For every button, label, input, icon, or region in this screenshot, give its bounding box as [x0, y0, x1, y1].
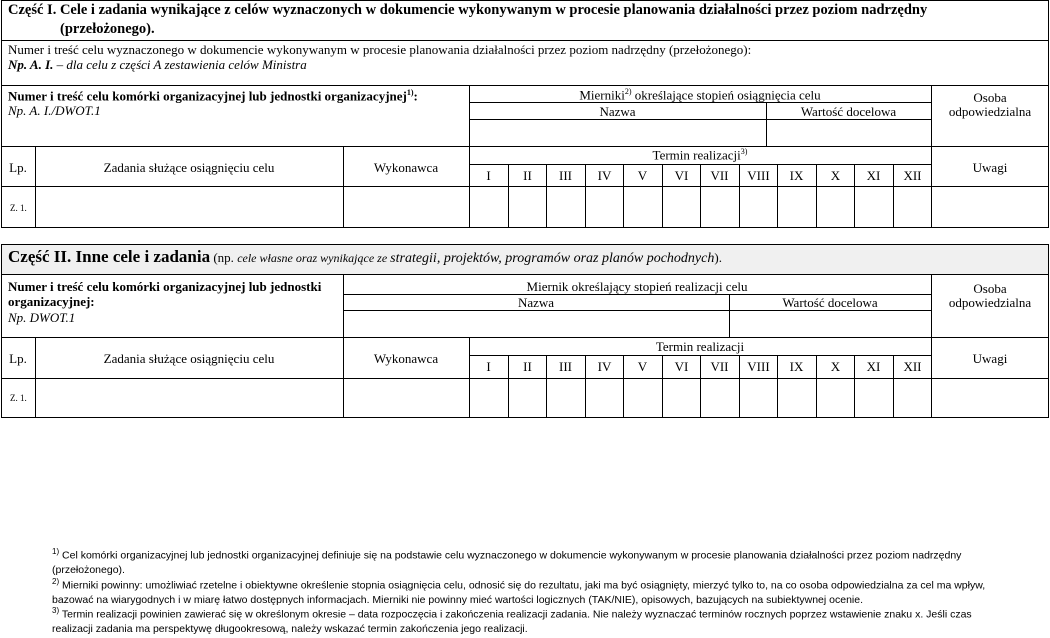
- month-label: XII: [903, 168, 922, 183]
- month-label: X: [830, 168, 841, 183]
- row-label: Z. 1.: [10, 203, 27, 213]
- month-label: III: [559, 359, 572, 374]
- month-label: I: [486, 359, 491, 374]
- divider: [35, 146, 36, 228]
- footnote-2: $^{2)}$ Mierniki powinny: umożliwiać rzetelne i obiektywne określenie stopnia osiągnięcia celu, odnosić się do rezultatu, jaki ma być osiągnięty, mierzyć tylko to, na co osoba odpowiedzialna za cel ma wpływ, bazować na wiarygodnych i w miarę łatwo dostępnych informacjach. Mierniki nie powinny mieć wartości logicznych (TAK/NIE), opisowych, bazujących na subiektywnej ocenie.: [52, 577, 986, 606]
- unit-goal-label: Numer i treść celu komórki organizacyjnej lub jednostki organizacyjnej$^{1)}$:: [8, 88, 418, 104]
- month-label: VIII: [747, 359, 770, 374]
- measure-target-header: Wartość docelowa: [800, 104, 897, 119]
- month-label: IV: [597, 359, 612, 374]
- measure-header: Miernik określający stopień realizacji celu: [526, 279, 748, 294]
- divider: [1, 337, 1049, 338]
- month-label: V: [637, 359, 648, 374]
- month-label: XI: [866, 168, 881, 183]
- month-label: XI: [866, 359, 881, 374]
- month-label: VIII: [747, 168, 770, 183]
- divider: [343, 146, 344, 228]
- tasks-header: Zadania służące osiągnięciu celu: [103, 351, 275, 366]
- superior-goal-example: Np. A. I. – dla celu z części A zestawienia celów Ministra: [8, 57, 307, 72]
- measure-name-header: Nazwa: [599, 104, 636, 119]
- month-label: VI: [674, 168, 689, 183]
- lp-header: Lp.: [9, 160, 27, 175]
- unit-goal-label-cont: organizacyjnej:: [8, 294, 95, 309]
- month-label: V: [637, 168, 648, 183]
- deadline-header: Termin realizacji: [655, 339, 745, 354]
- month-label: VII: [710, 168, 729, 183]
- month-label: VI: [674, 359, 689, 374]
- part2-title: Część II. Inne cele i zadania (np. cele własne oraz wynikające ze strategii, projektów, programów oraz planów pochodnych).: [8, 247, 722, 266]
- footnote-1: $^{1)}$ Cel komórki organizacyjnej lub jednostki organizacyjnej definiuje się na podstawie celu wyznaczonego w dokumencie wykonywanym w procesie planowania działalności przez poziom nadrzędny (przełożonego).: [52, 547, 962, 576]
- unit-goal-example: Np. DWOT.1: [8, 310, 76, 325]
- divider: [469, 186, 931, 187]
- row-label: Z. 1.: [10, 393, 27, 403]
- unit-goal-example: Np. A. I./DWOT.1: [8, 103, 101, 118]
- month-label: XII: [903, 359, 922, 374]
- divider: [931, 146, 932, 228]
- part1-title: Część I. Cele i zadania wynikające z celów wyznaczonych w dokumencie wykonywanym w procesie planowania działalności przez poziom nadrzędny: [8, 2, 928, 18]
- footnote-3: $^{3)}$ Termin realizacji powinien zawierać się w określonym okresie – data rozpoczęcia i zakończenia realizacji zadania. Nie należy wyznaczać terminów rocznych poprzez wstawienie znaku x. Jeśli czas realizacji zadania ma perspektywę długookresową, należy wskazać termin zakończenia jego realizacji.: [52, 606, 972, 635]
- person-header-2: odpowiedzialna: [948, 295, 1032, 310]
- divider: [35, 337, 36, 418]
- person-header-2: odpowiedzialna: [948, 104, 1032, 119]
- month-label: II: [523, 359, 532, 374]
- person-header-1: Osoba: [973, 281, 1007, 296]
- part1-title-cont: (przełożonego).: [60, 21, 155, 37]
- month-label: IV: [597, 168, 612, 183]
- month-label: IX: [789, 168, 804, 183]
- lp-header: Lp.: [9, 351, 27, 366]
- divider: [343, 337, 344, 418]
- deadline-header: Termin realizacji$^{3)}$: [652, 147, 748, 163]
- month-label: II: [523, 168, 532, 183]
- month-label: III: [559, 168, 572, 183]
- executor-header: Wykonawca: [373, 351, 439, 366]
- notes-header: Uwagi: [972, 160, 1008, 175]
- month-label: IX: [789, 359, 804, 374]
- divider: [931, 337, 932, 418]
- notes-header: Uwagi: [972, 351, 1008, 366]
- measure-name-header: Nazwa: [517, 295, 555, 310]
- tasks-header: Zadania służące osiągnięciu celu: [103, 160, 275, 175]
- executor-header: Wykonawca: [373, 160, 439, 175]
- divider: [469, 378, 931, 379]
- divider: [1, 85, 1049, 86]
- month-label: VII: [710, 359, 729, 374]
- superior-goal-label: Numer i treść celu wyznaczonego w dokumencie wykonywanym w procesie planowania działalności przez poziom nadrzędny (przełożonego):: [8, 42, 752, 57]
- month-label: I: [486, 168, 491, 183]
- unit-goal-label: Numer i treść celu komórki organizacyjnej lub jednostki: [8, 279, 322, 294]
- measures-header: Mierniki$^{2)}$ określające stopień osiągnięcia celu: [579, 87, 821, 103]
- month-label: X: [830, 359, 841, 374]
- measure-target-header: Wartość docelowa: [782, 295, 878, 310]
- person-header-1: Osoba: [973, 90, 1007, 105]
- divider: [1, 40, 1049, 41]
